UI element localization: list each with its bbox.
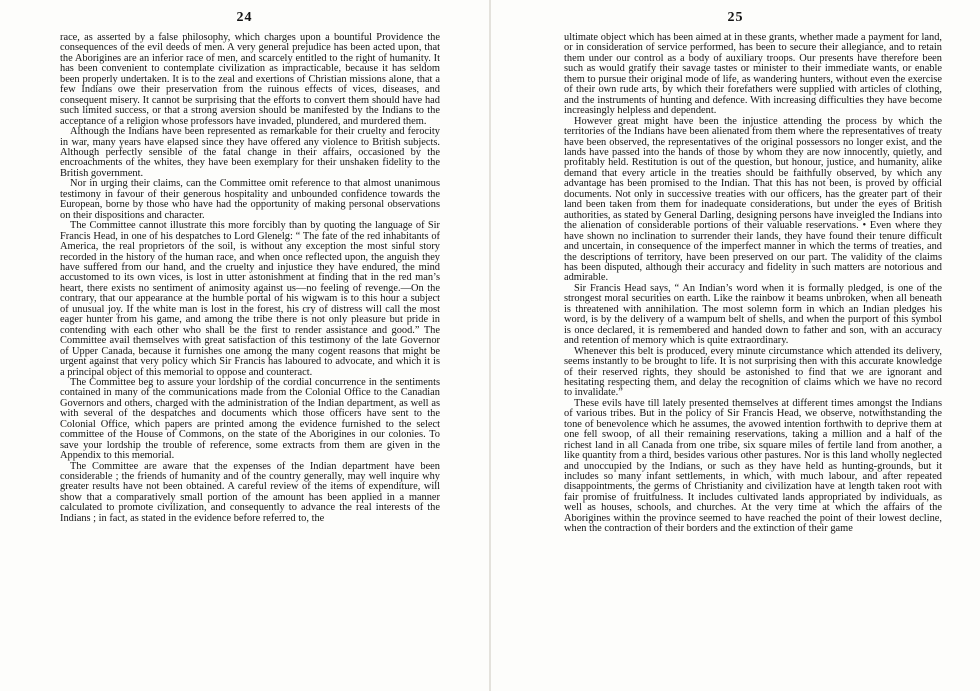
paragraph: The Committee are aware that the expenses of the Indian department have been considerable ; the friends of humanity and of the country generally, may well inquire why greater results have not been obtained. A careful review of the items of expenditure, will show that a comparatively small portion of the amount has been applied in a manner calculated to promote civilization, and consequently to advance the real interests of the Indians ; in fact, as stated in the evidence before referred to, the (60, 460, 440, 524)
paragraph: The Committee cannot illustrate this more forcibly than by quoting the language of Sir Francis Head, in one of his despatches to Lord Glenelg: “ The fate of the red inhabitants of America, the real proprietors of the soil, is without any exception the most sinful story recorded in the history of the human race, and when once reflected upon, the anguish they have suffered from our hand, and the cruelty and injustice they have endured, the mind accustomed to its own vices, is lost in utter astonishment at finding that in the red man’s heart, there exists no sentiment of animosity against us—no feeling of revenge.—On the contrary, that our appearance at the humble portal of his wigwam is to this hour a subject of unusual joy. If the white man is lost in the forest, his cry of distress will call the most eager hunter from his game, and among the tribe there is not only pleasure but pride in contending with each other who shall be the first to render assistance and good.” The Committee avail themselves with great satisfaction of this testimony of the late Governor of Upper Canada, because it furnishes one among the many cogent reasons that might be urgent against that very policy which Sir Francis has laboured to advocate, and which it is a principal object of this memorial to oppose and counteract. (60, 220, 440, 378)
page-number: 24 (236, 10, 253, 25)
paragraph: Sir Francis Head says, “ An Indian’s word when it is formally pledged, is one of the strongest moral securities on earth. Like the rainbow it beams unbroken, when all beneath is threatened with annihilation. The most solemn form in which an Indian pledges his word, is by the delivery of a wampum belt of shells, and when the purport of this symbol is once declared, it is remembered and handed down to father and son, with an accuracy and retention of memory which is quite extraordinary. (564, 282, 942, 347)
page-number: 25 (727, 10, 744, 25)
left-page (0, 0, 489, 691)
paragraph: However great might have been the injustice attending the process by which the territories of the Indians have been alienated from them where the representatives of treaty have been observed, the representatives of the original possessors no longer exist, and the lands have passed into the hands of those by whom they are now innocently, quietly, and profitably held. Restitution is out of the question, but honour, justice, and humanity, alike demand that every article in the treaties should be faithfully observed, by which any advantage has been promised to the Indian. That this has not been, is proved by official documents. Not only in successive treaties with our officers, has the greater part of their land been taken from them for inadequate considerations, but under the eyes of British authorities, as stated by General Darling, designing persons have inveigled the Indians into the alienation of considerable portions of their valuable reservations. • Even where they have shown no inclination to surrender their lands, they have found their tenure difficult and uncertain, in consequence of the imperfect manner in which the terms of treaties, and the descriptions of territory, have been preserved on our part. The validity of the claims has been disputed, although their accuracy and fidelity in such matters are notorious and admirable. (564, 115, 943, 284)
paragraph: ultimate object which has been aimed at in these grants, whether made a payment for land, or in consideration of service performed, has been to secure their allegiance, and to retain them under our control as a body of auxiliary troops. Our presents have therefore been such as would gratify their savage tastes or minister to their immediate wants, or enable them to pursue their original mode of life, as wandering hunters, without even the exercise of their own rude arts, by which their forefathers were supplied with articles of clothing, and the instruments of hunting and defence. With increasing difficulties they have become increasingly helpless and dependent. (564, 32, 942, 117)
right-page (491, 0, 980, 691)
text-column (60, 33, 440, 524)
paragraph: These evils have till lately presented themselves at different times amongst the Indians of various tribes. But in the policy of Sir Francis Head, we observe, notwithstanding the tone of benevolence which he assumes, the avowed intention forthwith to deprive them at one fell swoop, of all their remaining reservations, taking a million and a half of the richest land in all Canada from one tribe, six square miles of fertile land from another, a like quantity from a third, besides various other pastures. Nor is this land wholly neglected and unoccupied by the Indians, or such as they have held as hunting-grounds, but it includes so many infant settlements, in which, with much labour, and after repeated disappointments, the germs of Christianity and civilization have at length taken root with fair promise of fruitfulness. It includes cultivated lands appropriated by individuals, as well as houses, schools, and churches. At the very time at which the affairs of the Aborigines within the province seemed to have reached the point of their lowest decline, when the contraction of their borders and the extinction of their game (564, 397, 942, 535)
text-column (564, 33, 942, 535)
paragraph: Although the Indians have been represented as remarkable for their cruelty and ferocity in war, many years have elapsed since they have offered any violence to British subjects. Although perfectly sensible of the fatal change in their affairs, occasioned by the encroachments of the whites, they have been exemplary for their unshaken fidelity to the British government. (60, 126, 440, 179)
paragraph: Nor in urging their claims, can the Committee omit reference to that almost unanimous testimony in favour of their generous hospitality and unbounded confidence towards the European, borne by those who have had the opportunity of making personal observations on their dispositions and character. (60, 178, 440, 221)
paragraph: The Committee beg to assure your lordship of the cordial concurrence in the sentiments contained in many of the communications made from the Colonial Office to the Canadian Governors and others, charged with the administration of the Indian department, as well as with several of the despatches and documents which those officers have sent to the Colonial Office, which papers are printed among the evidence furnished to the select committee of the House of Commons, on the state of the Aborigines in our colonies. To save your lordship the trouble of reference, some extracts from them are given in the Appendix to this memorial. (60, 376, 440, 462)
paragraph: Whenever this belt is produced, every minute circumstance which attended its delivery, seems instantly to be brought to life. It is not surprising then with this accurate knowledge of their reserved rights, they should be astonished to find that we are ignorant and hesitating respecting them, and delay the recognition of claims which we have no record to invalidate.” (564, 345, 942, 399)
paragraph: race, as asserted by a false philosophy, which charges upon a bountiful Providence the consequences of the evil deeds of men. A very general prejudice has been acted upon, that the Aborigines are an inferior race of men, and scarcely entitled to the right of humanity. It has been convenient to contemplate civilization as impracticable, because it has seldom been properly undertaken. It is to the zeal and exertions of Christian missions alone, that a few Indians owe their preservation from the ruinous effects of vices, diseases, and consequent misery. It cannot be surprising that the efforts to convert them should have had such limited success, or that a strong aversion should be manifested by the Indians to the acceptance of a religion whose professors have invaded, plundered, and murdered them. (60, 32, 440, 127)
